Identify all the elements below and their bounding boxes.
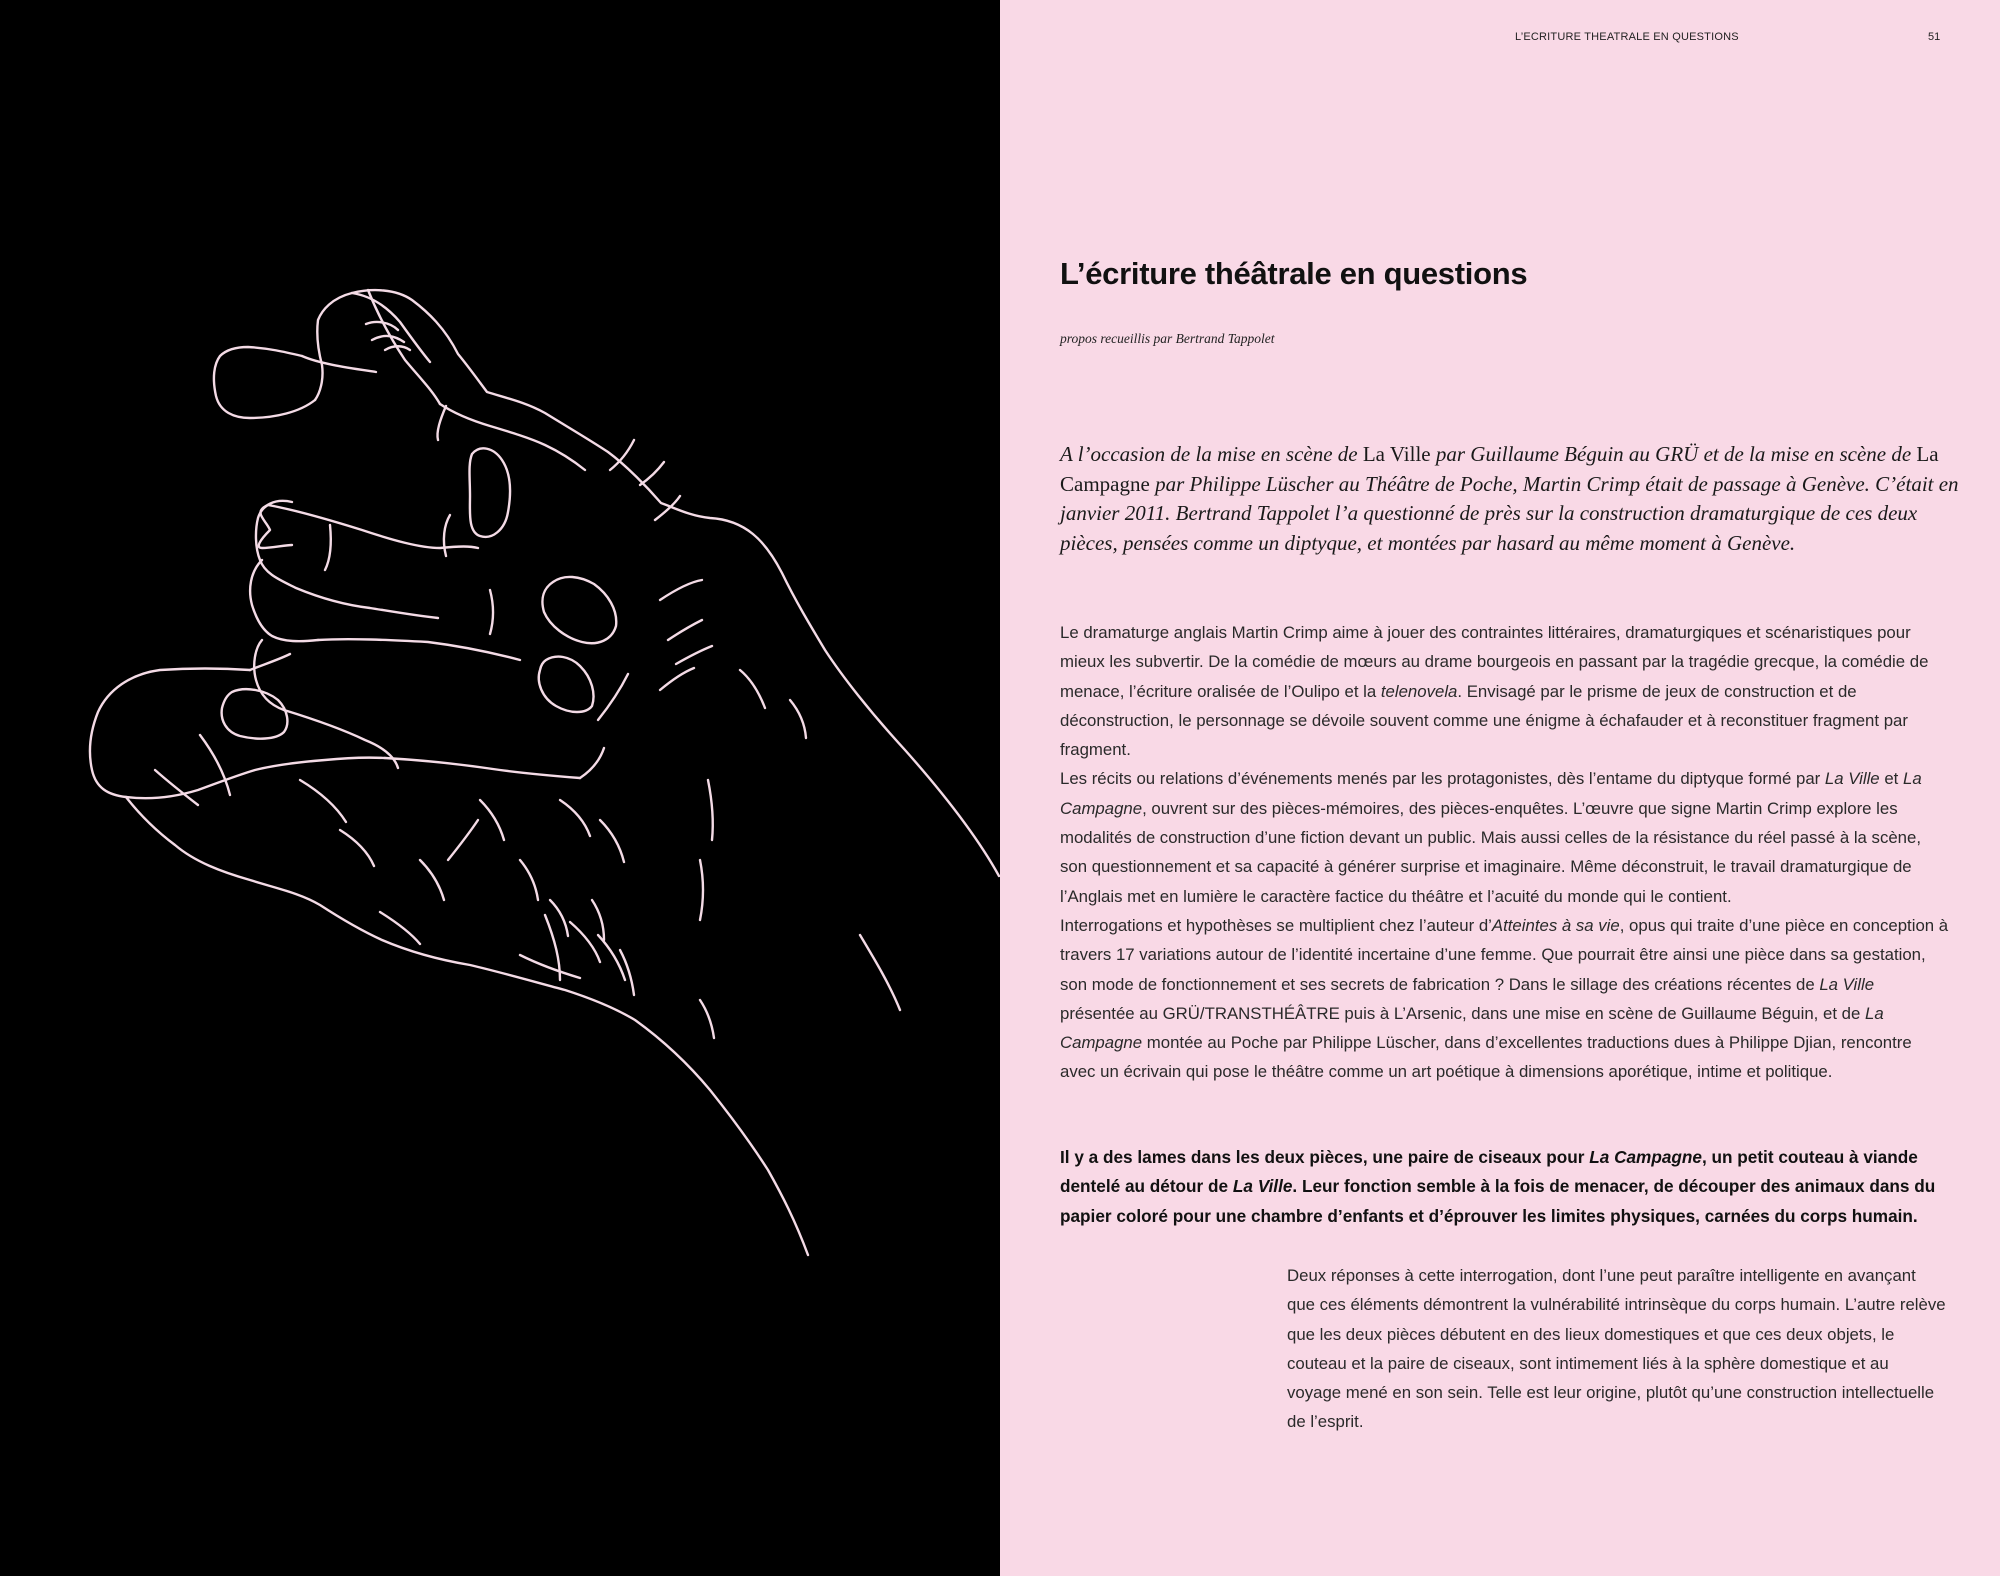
lede-text: par Philippe Lüscher au Théâtre de Poche, Martin Crimp était de passage à Genève. C’était en janvier 2011. Bertrand Tappolet l’a questionné de près sur la construction dramaturgique de ces deux pièces, pensées comme un diptyque, et montées par hasard au même moment à Genève.: [1060, 471, 1959, 555]
interview-question: [1060, 1143, 1952, 1231]
body-text-run: présentée au GRÜ/TRANSTHÉÂTRE puis à L’Arsenic, dans une mise en scène de Guillaume Béguin, et de: [1060, 1003, 1865, 1023]
question-text-run: Il y a des lames dans les deux pièces, une paire de ciseaux pour: [1060, 1147, 1590, 1167]
lede-title-la-ville: La Ville: [1362, 442, 1431, 466]
right-page: [1000, 0, 2000, 1576]
body-paragraph-1: [1060, 618, 1950, 764]
body-text-run: et: [1879, 769, 1903, 789]
lede-text: par Guillaume Béguin au GRÜ et de la mise en scène de: [1430, 442, 1917, 466]
lede-title-la-campagne: La Campagne: [1060, 442, 1939, 496]
interview-answer: Deux réponses à cette interrogation, dont l’une peut paraître intelligente en avançant que ces éléments démontrent la vulnérabilité intrinsèque du corps humain. L’autre relève que les deux pièces débutent en des lieux domestiques et que ces deux objets, le couteau et la paire de ciseaux, sont intimement liés à la sphère domestique et au voyage mené en son sein. Telle est leur origine, plutôt qu’une construction intellectuelle de l’esprit.: [1287, 1266, 1946, 1432]
italic-run: La Ville: [1232, 1176, 1293, 1197]
body-text-run: Les récits ou relations d’événements menés par les protagonistes, dès l’entame du diptyque formé par: [1060, 769, 1825, 789]
body-text-run: , opus qui traite d’une pièce en conception à travers 17 variations autour de l’identité incertaine d’une femme. Que pourrait être ainsi une pièce dans sa gestation, son mode de fonctionnement et ses secrets de fabrication ? Dans le sillage des créations récentes de: [1060, 915, 1949, 994]
body-text-run: montée au Poche par Philippe Lüscher, dans d’excellentes traductions dues à Philippe Djian, rencontre avec un écrivain qui pose le théâtre comme un art poétique à dimensions aporétique, intime et politique.: [1060, 1033, 1912, 1082]
body-paragraph-3: [1060, 911, 1950, 1087]
question-text-run: . Leur fonction semble à la fois de menacer, de découper des animaux dans du papier coloré pour une chambre d’enfants et d’éprouver les limites physiques, carnées du corps humain.: [1060, 1176, 1936, 1226]
body-text-run: , ouvrent sur des pièces-mémoires, des pièces-enquêtes. L’œuvre que signe Martin Crimp explore les modalités de construction d’une fiction devant un public. Mais aussi celles de la résistance du réel passé à la scène, son questionnement et sa capacité à générer surprise et imaginaire. Même déconstruit, le travail dramaturgique de l’Anglais met en lumière le caractère factice du théâtre et l’acuité du monde qui le contient.: [1060, 798, 1921, 906]
body-text-run: Le dramaturge anglais Martin Crimp aime à jouer des contraintes littéraires, dramaturgiques et scénaristiques pour mieux les subvertir. De la comédie de mœurs au drame bourgeois en passant par la tragédie grecque, la comédie de menace, l’écriture oralisée de l’Oulipo et la: [1060, 623, 1929, 701]
italic-run: La Campagne: [1589, 1147, 1702, 1167]
running-head: L’ECRITURE THEATRALE EN QUESTIONS: [1515, 31, 1739, 43]
body-text-run: Interrogations et hypothèses se multiplient chez l’auteur d’: [1060, 915, 1492, 935]
italic-run: La Campagne: [1060, 1003, 1884, 1053]
question-text-run: , un petit couteau à viande dentelé au détour de: [1060, 1147, 1918, 1197]
lede-paragraph: [1060, 440, 1960, 558]
body-text-run: . Envisagé par le prisme de jeux de construction et de déconstruction, le personnage se dévoile souvent comme une énigme à échafauder et à reconstituer fragment par fragment.: [1060, 681, 1908, 760]
italic-run: La Ville: [1824, 769, 1880, 789]
lede-text: A l’occasion de la mise en scène de: [1060, 442, 1363, 466]
italic-run: La Campagne: [1060, 769, 1922, 818]
article-title: L’écriture théâtrale en questions: [1060, 256, 1528, 291]
italic-run: telenovela: [1380, 681, 1458, 701]
italic-run: La Ville: [1819, 974, 1875, 994]
byline: propos recueillis par Bertrand Tappolet: [1060, 331, 1275, 346]
body-paragraph-2: [1060, 764, 1950, 910]
page-number: 51: [1928, 31, 1941, 43]
body-text: [1060, 618, 1950, 1087]
italic-run: Atteintes à sa vie: [1491, 915, 1620, 935]
